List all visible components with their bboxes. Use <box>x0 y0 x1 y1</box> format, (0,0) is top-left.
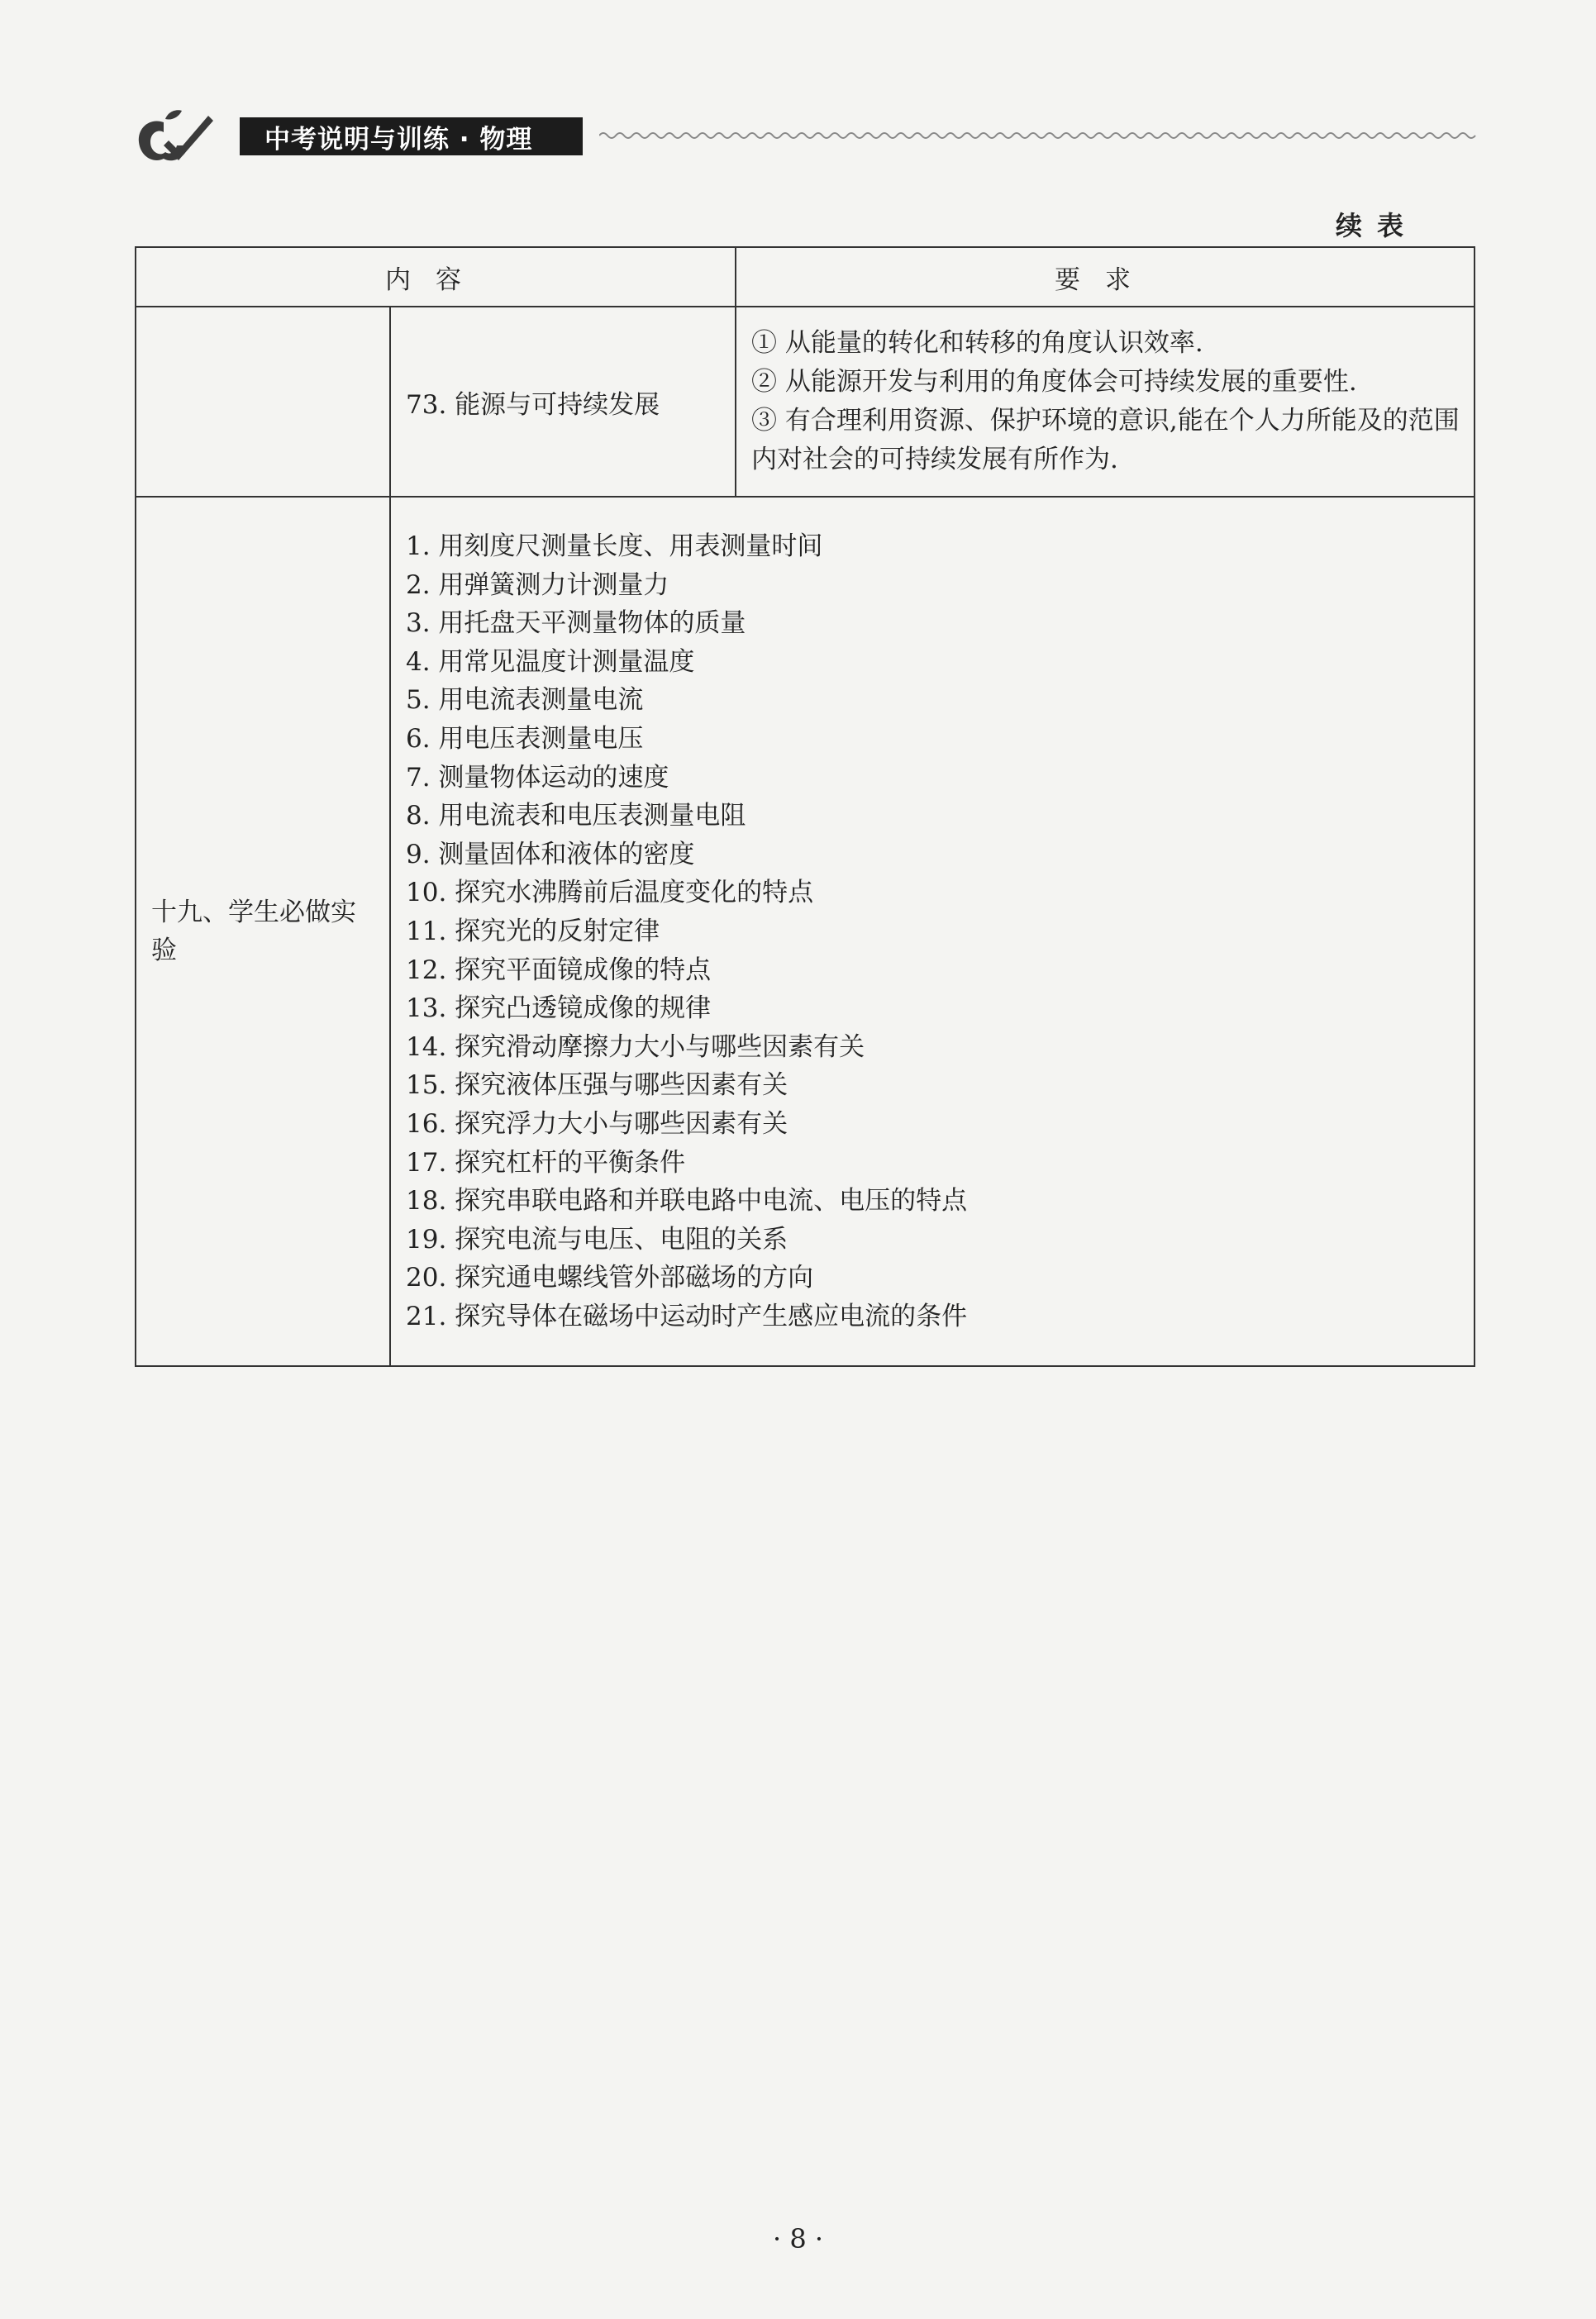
list-item: 10. 探究水沸腾前后温度变化的特点 <box>406 878 814 908</box>
apple-check-logo-icon <box>132 107 215 165</box>
list-item: 5. 用电流表测量电流 <box>406 685 644 716</box>
list-item: 19. 探究电流与电压、电阻的关系 <box>406 1224 788 1255</box>
list-item: 3. 用托盘天平测量物体的质量 <box>406 608 746 639</box>
experiment-list-cell <box>390 497 1475 1366</box>
column-header-requirements: 要求 <box>736 247 1475 307</box>
page-header <box>132 107 1479 165</box>
table-row <box>136 497 1475 1366</box>
requirements-cell <box>736 307 1475 497</box>
requirement-item: ③ 有合理利用资源、保护环境的意识,能在个人力所能及的范围内对社会的可持续发展有所作为. <box>751 406 1460 474</box>
list-item: 4. 用常见温度计测量温度 <box>406 646 695 677</box>
continued-table-label: 续表 <box>1335 210 1418 241</box>
table-row <box>136 307 1475 497</box>
list-item: 16. 探究浮力大小与哪些因素有关 <box>406 1108 788 1139</box>
list-item: 8. 用电流表和电压表测量电阻 <box>406 801 746 831</box>
table-header-row <box>136 247 1475 307</box>
list-item: 20. 探究通电螺线管外部磁场的方向 <box>406 1263 814 1293</box>
list-item: 11. 探究光的反射定律 <box>406 916 660 946</box>
list-item: 21. 探究导体在磁场中运动时产生感应电流的条件 <box>406 1301 968 1331</box>
curriculum-table <box>135 246 1475 1367</box>
list-item: 17. 探究杠杆的平衡条件 <box>406 1147 686 1178</box>
column-header-content: 内容 <box>136 247 736 307</box>
requirement-item: ① 从能量的转化和转移的角度认识效率. <box>751 328 1203 358</box>
list-item: 2. 用弹簧测力计测量力 <box>406 569 669 600</box>
book-title: 中考说明与训练 · 物理 <box>240 117 583 155</box>
topic-cell: 十九、学生必做实验 <box>136 497 390 1366</box>
list-item: 7. 测量物体运动的速度 <box>406 762 669 793</box>
page-number: · 8 · <box>772 2223 824 2255</box>
list-item: 15. 探究液体压强与哪些因素有关 <box>406 1070 788 1101</box>
requirement-item: ② 从能源开发与利用的角度体会可持续发展的重要性. <box>751 367 1357 397</box>
list-item: 13. 探究凸透镜成像的规律 <box>406 993 712 1024</box>
list-item: 18. 探究串联电路和并联电路中电流、电压的特点 <box>406 1186 968 1217</box>
item-cell: 73. 能源与可持续发展 <box>390 307 736 497</box>
list-item: 14. 探究滑动摩擦力大小与哪些因素有关 <box>406 1031 865 1062</box>
topic-cell-empty <box>136 307 390 497</box>
list-item: 6. 用电压表测量电压 <box>406 723 644 754</box>
list-item: 12. 探究平面镜成像的特点 <box>406 955 712 985</box>
list-item: 1. 用刻度尺测量长度、用表测量时间 <box>406 531 823 561</box>
list-item: 9. 测量固体和液体的密度 <box>406 839 695 869</box>
decorative-wave-line <box>599 126 1479 145</box>
